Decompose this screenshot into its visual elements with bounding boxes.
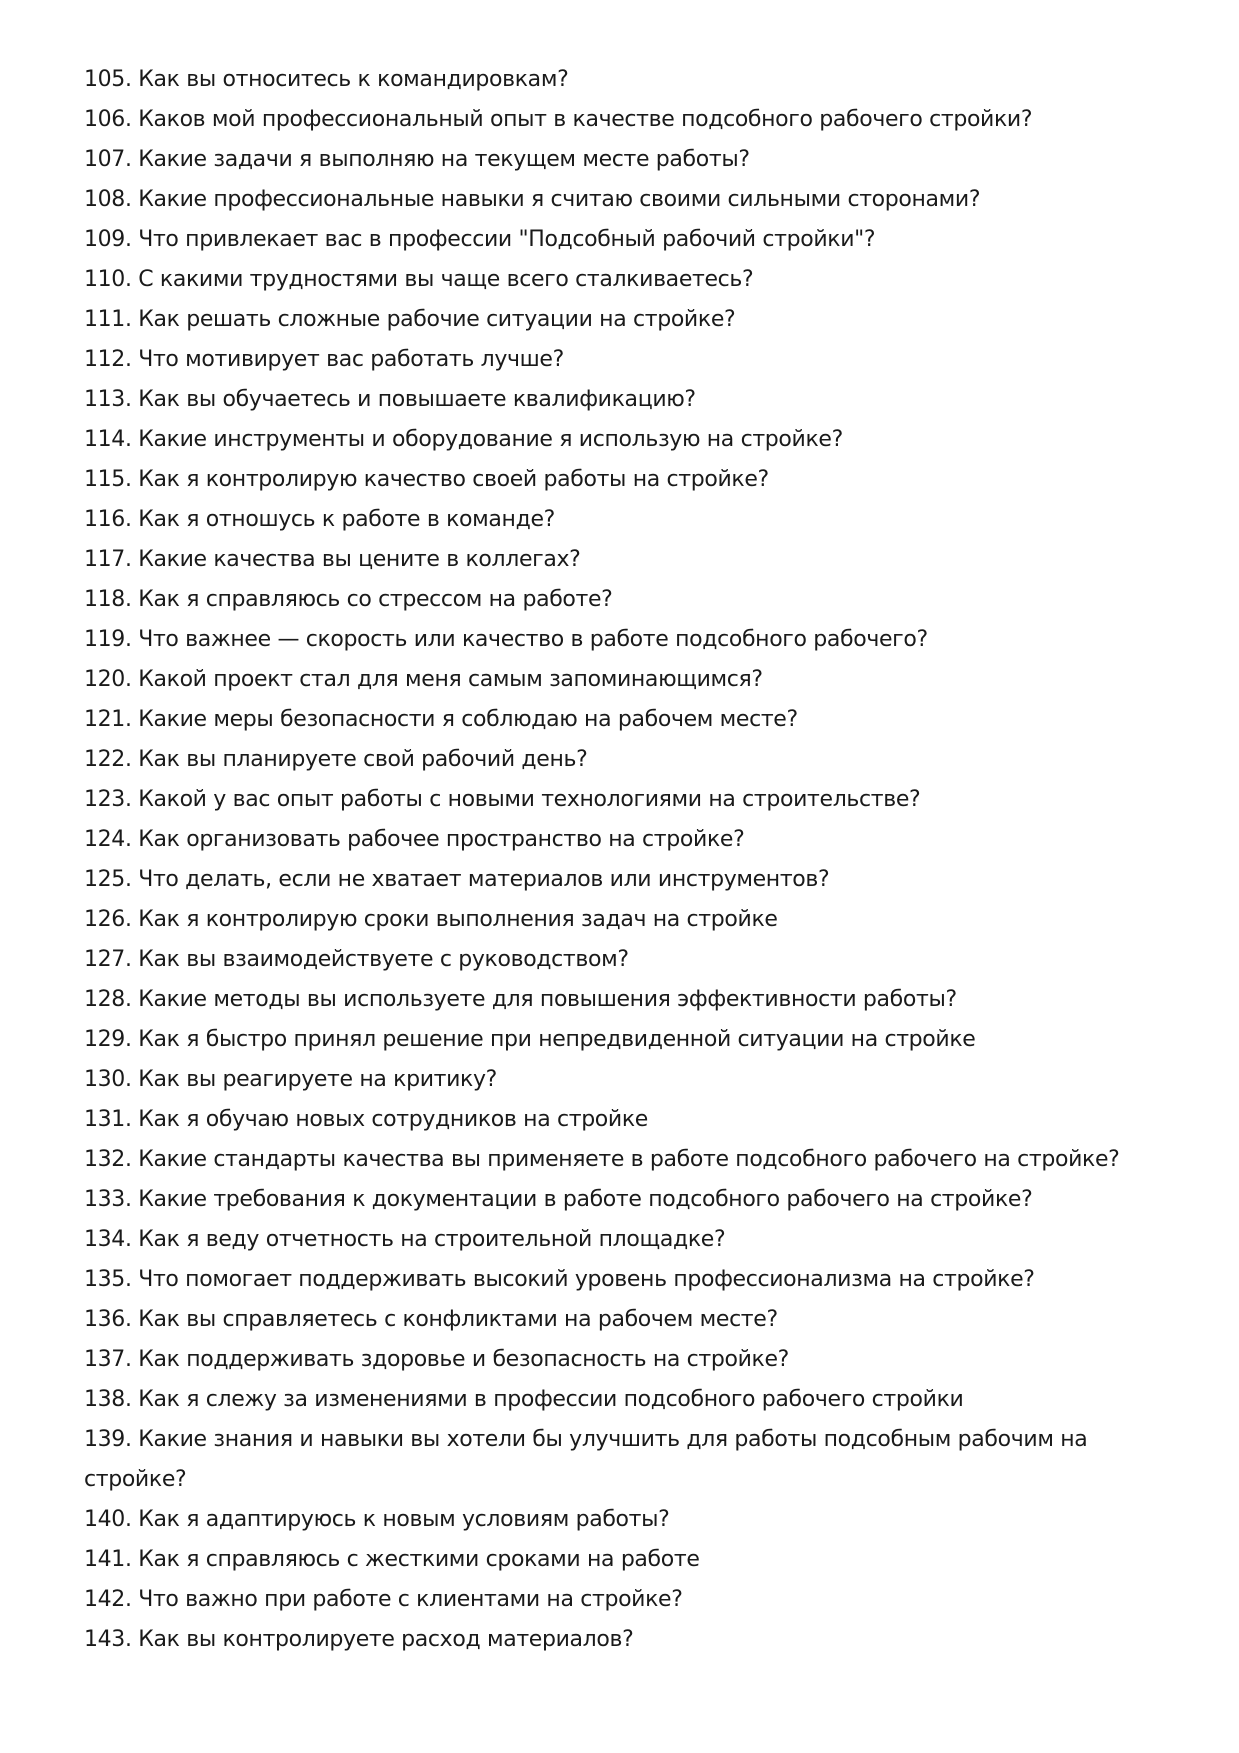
question-item: 109. Что привлекает вас в профессии "Подсобный рабочий стройки"? (84, 227, 876, 252)
question-item: 132. Какие стандарты качества вы применяете в работе подсобного рабочего на стройке? (84, 1147, 1120, 1172)
question-item: 111. Как решать сложные рабочие ситуации на стройке? (84, 307, 736, 332)
question-item: 110. С какими трудностями вы чаще всего сталкиваетесь? (84, 267, 754, 292)
question-item: 112. Что мотивирует вас работать лучше? (84, 347, 564, 372)
question-item: 116. Как я отношусь к работе в команде? (84, 507, 555, 532)
question-item: 118. Как я справляюсь со стрессом на работе? (84, 587, 613, 612)
question-item: 115. Как я контролирую качество своей работы на стройке? (84, 467, 769, 492)
question-item: 113. Как вы обучаетесь и повышаете квалификацию? (84, 387, 696, 412)
question-item: 135. Что помогает поддерживать высокий уровень профессионализма на стройке? (84, 1267, 1035, 1292)
question-item: 133. Какие требования к документации в работе подсобного рабочего на стройке? (84, 1187, 1033, 1212)
question-item: 117. Какие качества вы цените в коллегах? (84, 547, 581, 572)
question-item: 114. Какие инструменты и оборудование я использую на стройке? (84, 427, 843, 452)
question-item: 140. Как я адаптируюсь к новым условиям работы? (84, 1507, 670, 1532)
question-item: 105. Как вы относитесь к командировкам? (84, 67, 569, 92)
question-item: 128. Какие методы вы используете для повышения эффективности работы? (84, 987, 957, 1012)
question-item: 134. Как я веду отчетность на строительной площадке? (84, 1227, 726, 1252)
question-item: 123. Какой у вас опыт работы с новыми технологиями на строительстве? (84, 787, 921, 812)
question-item: 141. Как я справляюсь с жесткими сроками на работе (84, 1547, 700, 1572)
question-item: 137. Как поддерживать здоровье и безопасность на стройке? (84, 1347, 789, 1372)
question-item: 125. Что делать, если не хватает материалов или инструментов? (84, 867, 830, 892)
question-item: 121. Какие меры безопасности я соблюдаю на рабочем месте? (84, 707, 798, 732)
question-item: 124. Как организовать рабочее пространство на стройке? (84, 827, 745, 852)
question-item: 122. Как вы планируете свой рабочий день? (84, 747, 588, 772)
question-item: 107. Какие задачи я выполняю на текущем месте работы? (84, 147, 750, 172)
question-item: 106. Каков мой профессиональный опыт в качестве подсобного рабочего стройки? (84, 107, 1033, 132)
question-item: 138. Как я слежу за изменениями в профессии подсобного рабочего стройки (84, 1387, 964, 1412)
question-list (84, 60, 1164, 1660)
question-item: 136. Как вы справляетесь с конфликтами на рабочем месте? (84, 1307, 778, 1332)
question-item: 126. Как я контролирую сроки выполнения задач на стройке (84, 907, 778, 932)
question-item: 120. Какой проект стал для меня самым запоминающимся? (84, 667, 763, 692)
question-item: 142. Что важно при работе с клиентами на стройке? (84, 1587, 683, 1612)
question-item: 131. Как я обучаю новых сотрудников на стройке (84, 1107, 648, 1132)
question-item: 129. Как я быстро принял решение при непредвиденной ситуации на стройке (84, 1027, 976, 1052)
question-item: 143. Как вы контролируете расход материалов? (84, 1627, 634, 1652)
question-item: 127. Как вы взаимодействуете с руководством? (84, 947, 629, 972)
question-item: 119. Что важнее — скорость или качество в работе подсобного рабочего? (84, 627, 928, 652)
question-item: 139. Какие знания и навыки вы хотели бы улучшить для работы подсобным рабочим на стройке? (84, 1427, 1088, 1492)
question-item: 130. Как вы реагируете на критику? (84, 1067, 497, 1092)
question-item: 108. Какие профессиональные навыки я считаю своими сильными сторонами? (84, 187, 981, 212)
